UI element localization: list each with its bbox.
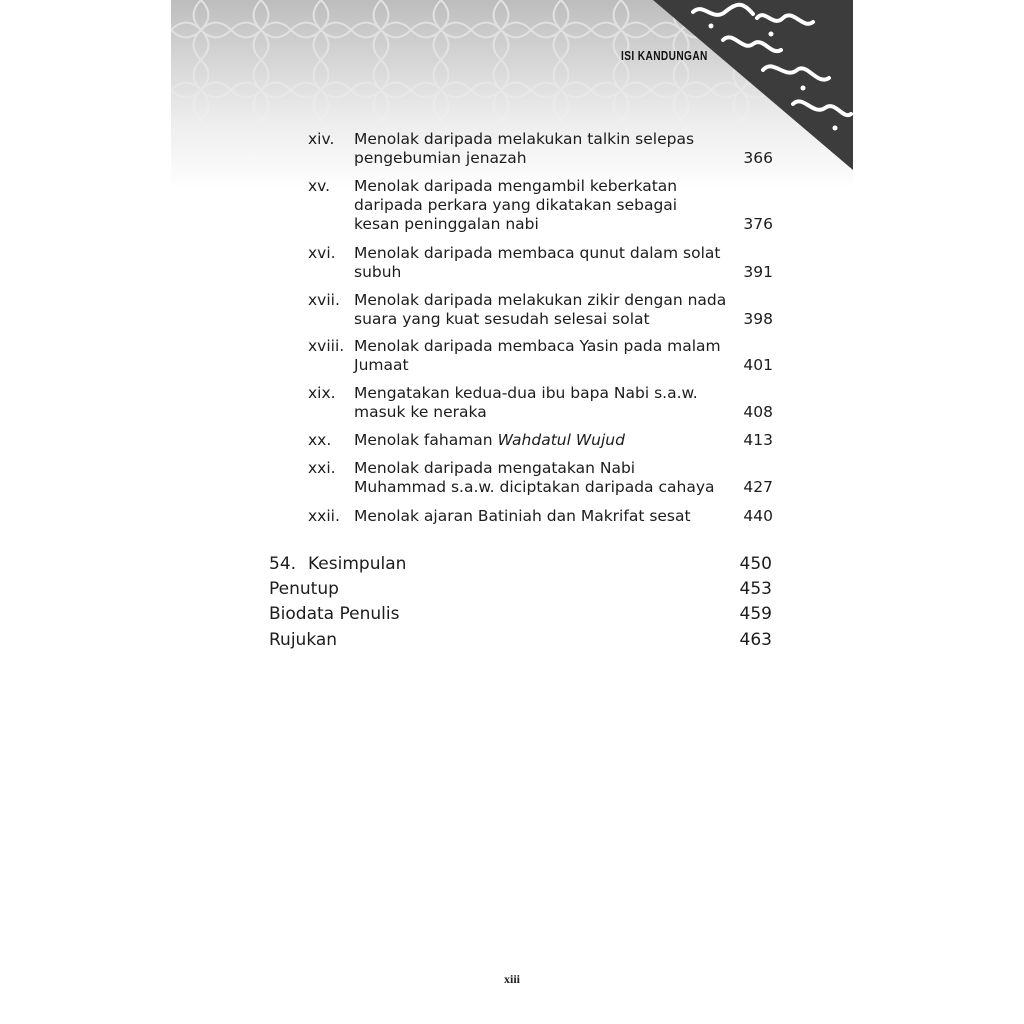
entry-title-line: kesan peninggalan nabi — [354, 215, 539, 233]
entry-title-line: Menolak daripada mengatakan Nabi — [354, 459, 636, 477]
toc-entry — [171, 580, 853, 602]
entry-number: xv. — [308, 177, 331, 195]
entry-page: 408 — [743, 403, 773, 421]
entry-title-line — [354, 431, 744, 450]
entry-page: 398 — [743, 310, 773, 328]
entry-page: 401 — [743, 356, 773, 374]
entry-title-line: Mengatakan kedua-dua ibu bapa Nabi s.a.w. — [354, 384, 698, 402]
entry-number: xvi. — [308, 244, 336, 262]
entry-title: Kesimpulan — [308, 554, 407, 574]
section-title: ISI KANDUNGAN — [621, 48, 708, 63]
entry-page: 391 — [743, 263, 773, 281]
entry-number: xviii. — [308, 337, 345, 355]
page-folio: xiii — [503, 972, 520, 986]
entry-title-line: Menolak daripada membaca qunut dalam solat — [354, 244, 721, 262]
entry-title: Biodata Penulis — [269, 604, 400, 624]
entry-title-line: daripada perkara yang dikatakan sebagai — [354, 196, 678, 214]
entry-number: xxi. — [308, 459, 336, 477]
entry-page: 463 — [739, 630, 772, 650]
entry-page: 453 — [739, 579, 772, 599]
entry-page: 413 — [743, 431, 773, 449]
entry-page: 440 — [743, 507, 773, 525]
entry-title: Rujukan — [269, 630, 338, 650]
entry-title: Penutup — [269, 579, 339, 599]
entry-title-line: Menolak daripada melakukan talkin selepas — [354, 130, 695, 148]
entry-page: 459 — [739, 604, 772, 624]
entry-title-line: Menolak daripada membaca Yasin pada malam — [354, 337, 721, 355]
entry-page: 376 — [743, 215, 773, 233]
toc-entry — [171, 631, 853, 653]
entry-number: xx. — [308, 431, 332, 449]
entry-title-line: suara yang kuat sesudah selesai solat — [354, 310, 650, 328]
entry-number: xix. — [308, 384, 336, 402]
entry-page: 366 — [743, 149, 773, 167]
entry-page: 450 — [739, 554, 772, 574]
toc-entry — [171, 605, 853, 627]
toc-entry — [171, 555, 853, 577]
entry-page: 427 — [743, 478, 773, 496]
entry-title-line: masuk ke neraka — [354, 403, 487, 421]
entry-title-line: subuh — [354, 263, 402, 281]
entry-number: 54. — [269, 554, 297, 574]
entry-title-line: Jumaat — [354, 356, 409, 374]
entry-number: xvii. — [308, 291, 340, 309]
entry-title-line: pengebumian jenazah — [354, 149, 527, 167]
entry-number: xiv. — [308, 130, 335, 148]
entry-title-italic: Wahdatul Wujud — [497, 431, 625, 449]
entry-title-prefix: Menolak fahaman — [354, 431, 498, 449]
book-page — [171, 0, 853, 1024]
entry-title-line: Menolak daripada melakukan zikir dengan nada — [354, 291, 727, 309]
entry-title-line: Muhammad s.a.w. diciptakan daripada cahaya — [354, 478, 715, 496]
entry-number: xxii. — [308, 507, 340, 525]
entry-title-line: Menolak daripada mengambil keberkatan — [354, 177, 678, 195]
entry-title-line: Menolak ajaran Batiniah dan Makrifat sesat — [354, 507, 691, 525]
